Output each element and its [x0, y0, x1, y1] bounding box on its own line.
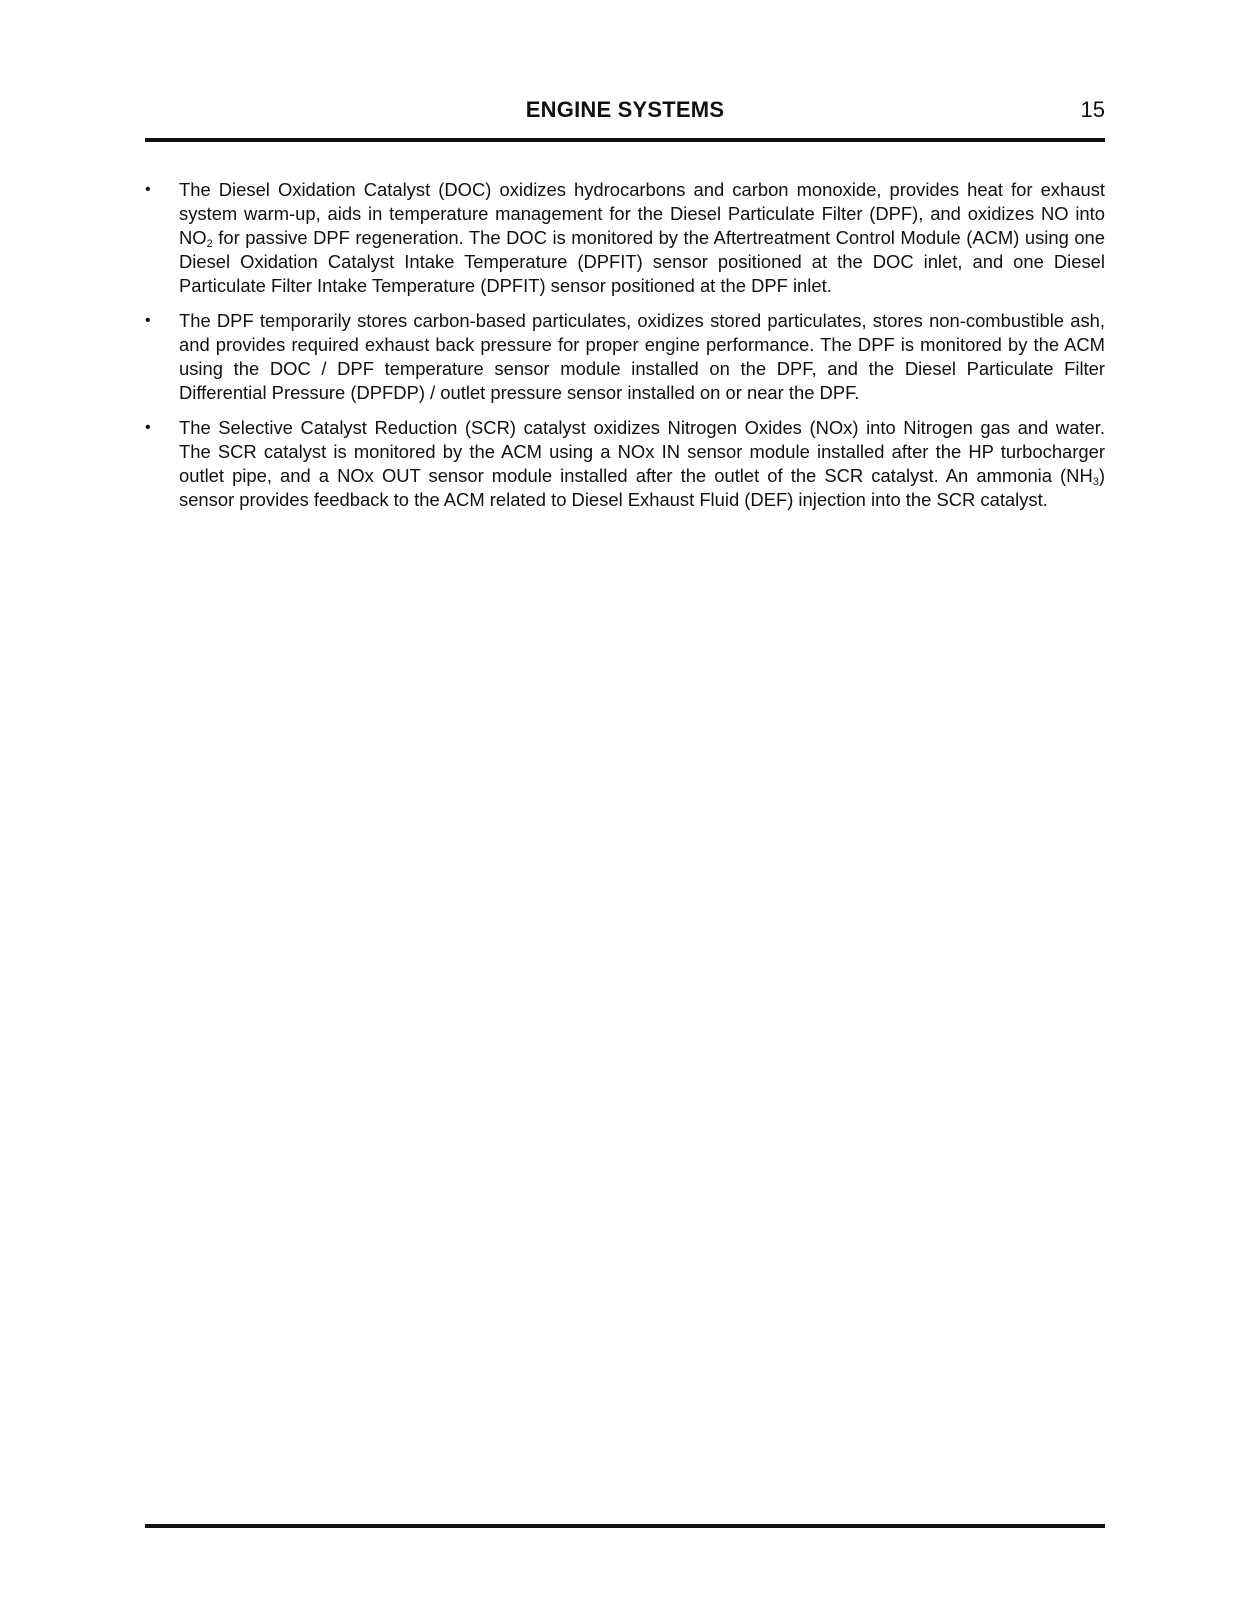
bullet-icon: • — [145, 181, 151, 198]
page-body — [145, 178, 1105, 523]
bullet-list — [145, 178, 1105, 512]
section-title: ENGINE SYSTEMS — [525, 97, 725, 122]
text-segment: ) sensor provides feedback to the ACM related to Diesel Exhaust Fluid (DEF) injection into the SCR catalyst. — [179, 465, 1105, 510]
text-segment: The Diesel Oxidation Catalyst (DOC) oxidizes hydrocarbons and carbon monoxide, provides heat for exhaust system warm-up, aids in temperature management for the Diesel Particulate Filter (DPF), and oxidizes NO into NO — [179, 179, 1105, 248]
bullet-item-doc — [145, 178, 1105, 298]
footer-rule — [145, 1524, 1105, 1528]
bullet-icon: • — [145, 312, 151, 329]
bullet-icon: • — [145, 419, 151, 436]
bullet-text — [179, 179, 1105, 296]
header-rule — [145, 138, 1105, 142]
page-number: 15 — [1080, 97, 1105, 122]
text-segment: The Selective Catalyst Reduction (SCR) catalyst oxidizes Nitrogen Oxides (NOx) into Nitrogen gas and water. The SCR catalyst is monitored by the ACM using a NOx IN sensor module installed after the HP turbocharger outlet pipe, and a NOx OUT sensor module installed after the outlet of the SCR catalyst. An ammonia (NH — [179, 417, 1105, 486]
bullet-text: The DPF temporarily stores carbon-based particulates, oxidizes stored particulates, stores non-combustible ash, and provides required exhaust back pressure for proper engine performance. The DPF is monitored by the ACM using the DOC / DPF temperature sensor module installed on the DPF, and the Diesel Particulate Filter Differential Pressure (DPFDP) / outlet pressure sensor installed on or near the DPF. — [179, 310, 1105, 403]
page-header — [145, 96, 1105, 130]
bullet-item-dpf — [145, 309, 1105, 405]
subscript: 3 — [1092, 476, 1099, 488]
bullet-item-scr — [145, 416, 1105, 512]
bullet-text — [179, 417, 1105, 510]
text-segment: for passive DPF regeneration. The DOC is monitored by the Aftertreatment Control Module (ACM) using one Diesel Oxidation Catalyst Intake Temperature (DPFIT) sensor positioned at the DOC inlet, and one Diesel Particulate Filter Intake Temperature (DPFIT) sensor positioned at the DPF inlet. — [179, 227, 1105, 296]
subscript: 2 — [206, 238, 213, 250]
